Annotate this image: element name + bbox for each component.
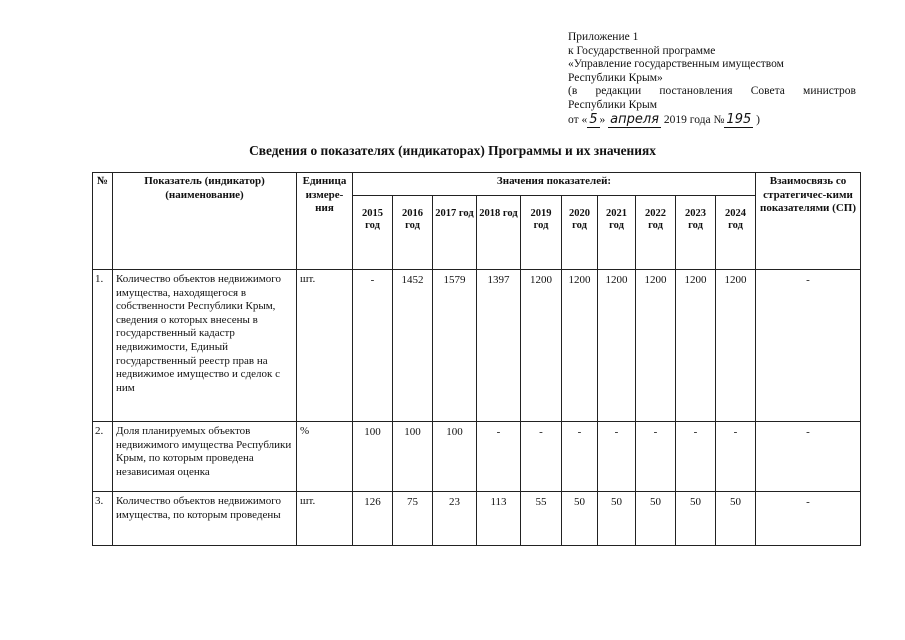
row-value: 113 [477, 492, 521, 546]
row-value: - [353, 270, 393, 422]
date-suffix: ) [753, 113, 760, 126]
annex-line: «Управление государственным имуществом [568, 58, 784, 71]
header-year: 2017 год [433, 196, 477, 270]
row-number: 3. [93, 492, 113, 546]
header-unit: Единица измере-ния [297, 173, 353, 270]
annex-line: (в редакции постановления Совета министров [568, 85, 856, 98]
header-year: 2020 год [562, 196, 598, 270]
row-value: 50 [676, 492, 716, 546]
row-value: - [676, 422, 716, 492]
indicators-table [92, 172, 861, 546]
table-row [93, 422, 861, 492]
row-value: 100 [433, 422, 477, 492]
row-value: 1452 [393, 270, 433, 422]
date-year: 2019 года № [661, 113, 725, 126]
row-value: 75 [393, 492, 433, 546]
header-year: 2022 год [636, 196, 676, 270]
row-value: 50 [636, 492, 676, 546]
row-value: 1200 [676, 270, 716, 422]
row-value: 1200 [562, 270, 598, 422]
table-row [93, 270, 861, 422]
row-unit: шт. [297, 492, 353, 546]
decree-number-handwritten: 195 [726, 111, 752, 127]
header-year: 2024 год [716, 196, 756, 270]
row-value: 50 [716, 492, 756, 546]
header-year: 2021 год [598, 196, 636, 270]
header-indicator: Показатель (индикатор) (наименование) [113, 173, 297, 270]
row-value: 50 [598, 492, 636, 546]
row-relation: - [756, 492, 861, 546]
annex-header [568, 31, 856, 127]
row-value: 1579 [433, 270, 477, 422]
row-number: 2. [93, 422, 113, 492]
header-relation: Взаимосвязь со стратегичес-кими показателями (СП) [756, 173, 861, 270]
annex-line: Республики Крым [568, 98, 657, 111]
table-row [93, 492, 861, 546]
row-relation: - [756, 270, 861, 422]
header-year: 2018 год [477, 196, 521, 270]
row-indicator-name: Количество объектов недвижимого имущества, находящегося в собственности Республики Крым, сведения о которых внесены в государственный кадастр недвижимости, Единый государственный реестр прав на недвижимое имущество и сделок с ним [113, 270, 297, 422]
row-value: 100 [353, 422, 393, 492]
row-unit: шт. [297, 270, 353, 422]
row-value: - [562, 422, 598, 492]
row-indicator-name: Доля планируемых объектов недвижимого имущества Республики Крым, по которым проведена независимая оценка [113, 422, 297, 492]
header-values-group: Значения показателей: [353, 173, 756, 196]
row-value: 50 [562, 492, 598, 546]
row-value: - [716, 422, 756, 492]
date-day-handwritten: 5 [589, 111, 598, 127]
row-indicator-name: Количество объектов недвижимого имущества, по которым проведены [113, 492, 297, 546]
row-value: 1200 [521, 270, 562, 422]
row-value: 55 [521, 492, 562, 546]
row-value: 126 [353, 492, 393, 546]
row-value: 23 [433, 492, 477, 546]
row-value: - [477, 422, 521, 492]
row-value: - [636, 422, 676, 492]
row-value: 1200 [716, 270, 756, 422]
row-number: 1. [93, 270, 113, 422]
row-value: - [598, 422, 636, 492]
row-value: 1397 [477, 270, 521, 422]
date-prefix: от « [568, 113, 588, 126]
annex-line: к Государственной программе [568, 44, 716, 57]
header-year: 2016 год [393, 196, 433, 270]
header-year: 2023 год [676, 196, 716, 270]
row-value: - [521, 422, 562, 492]
date-month-handwritten: апреля [610, 111, 660, 127]
row-unit: % [297, 422, 353, 492]
annex-line: Республики Крым» [568, 71, 663, 84]
row-relation: - [756, 422, 861, 492]
date-mid: » [599, 113, 609, 126]
document-title: Сведения о показателях (индикаторах) Программы и их значениях [249, 143, 656, 158]
header-year: 2019 год [521, 196, 562, 270]
annex-line: Приложение 1 [568, 31, 639, 43]
annex-date-line [568, 113, 856, 128]
header-year: 2015 год [353, 196, 393, 270]
row-value: 1200 [598, 270, 636, 422]
row-value: 1200 [636, 270, 676, 422]
row-value: 100 [393, 422, 433, 492]
header-number: № [93, 173, 113, 270]
